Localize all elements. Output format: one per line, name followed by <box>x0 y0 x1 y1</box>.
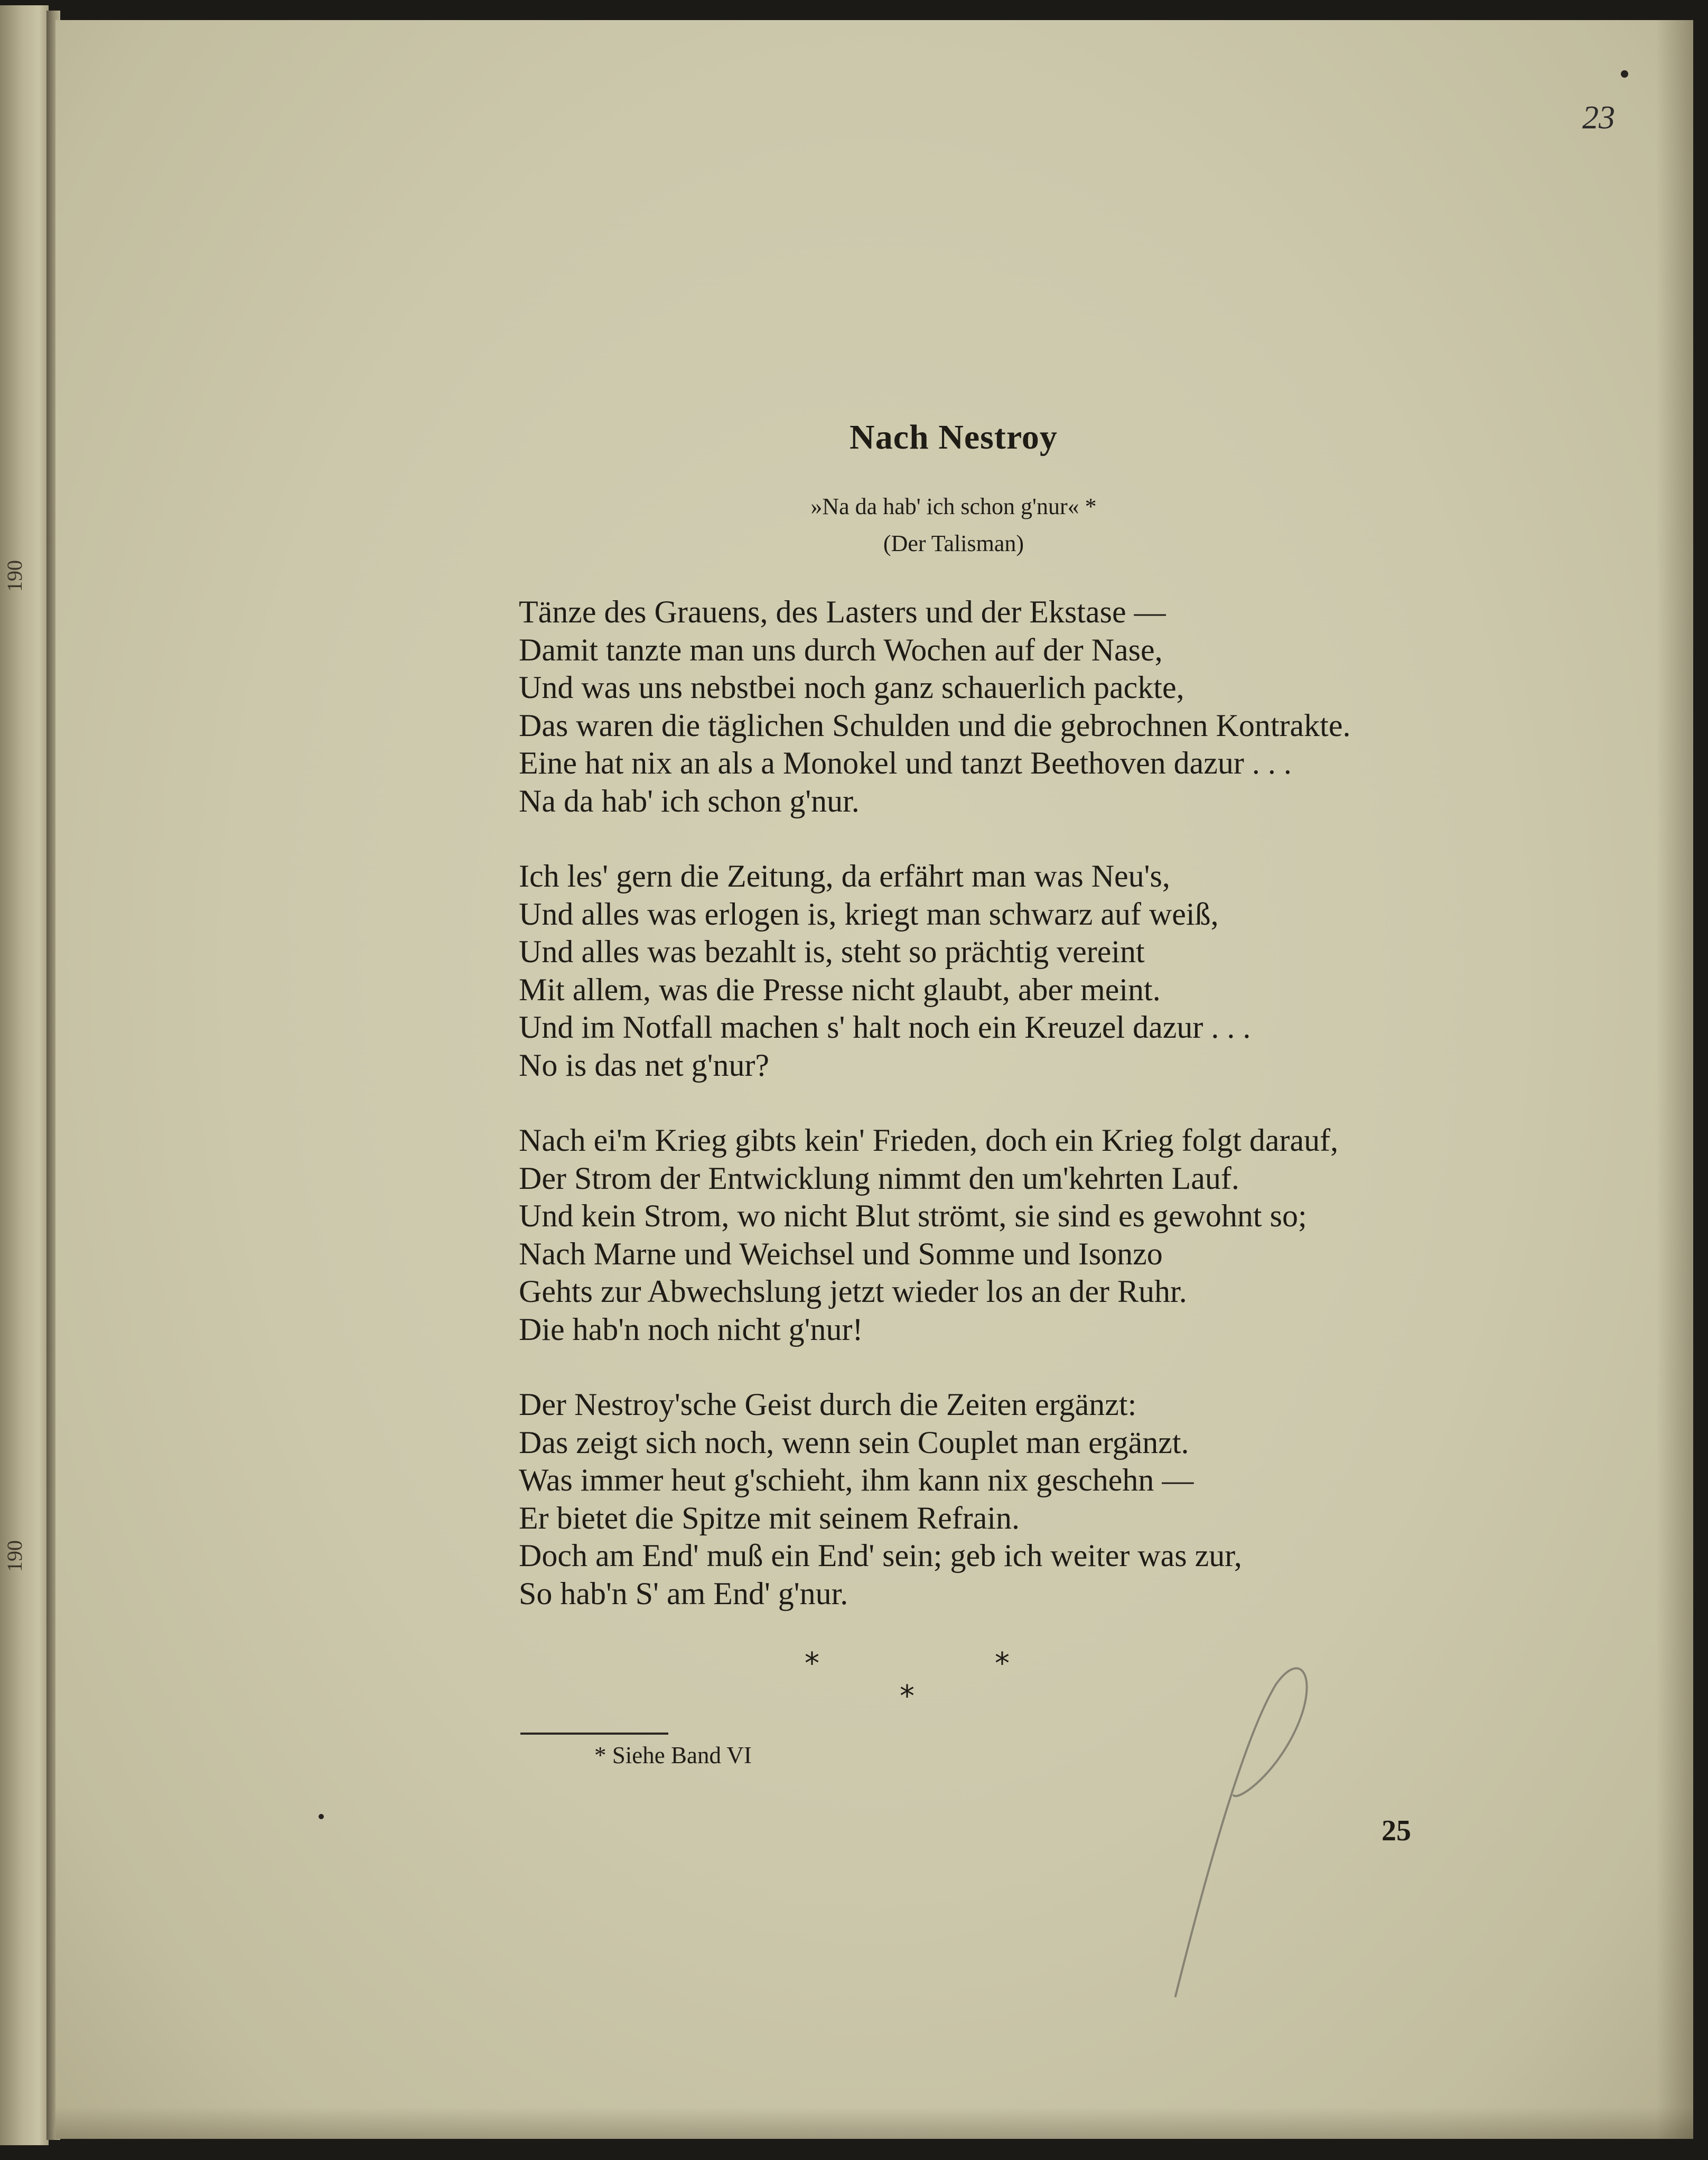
epigraph-source: (Der Talisman) <box>883 530 1024 556</box>
poem-line: Ich les' gern die Zeitung, da erfährt man was Neu's, <box>519 859 1170 893</box>
poem-line: No is das net g'nur? <box>519 1047 770 1083</box>
poem-line: Mit allem, was die Presse nicht glaubt, aber meint. <box>519 972 1161 1007</box>
poem-line: Tänze des Grauens, des Lasters und der Ekstase — <box>519 594 1166 629</box>
facing-page-mark: 190 <box>3 560 26 592</box>
book-page <box>55 20 1693 2139</box>
handwritten-folio-number: 23 <box>1582 100 1615 136</box>
poem-line: Und alles was bezahlt is, steht so prächtig vereint <box>519 934 1145 969</box>
poem-line: Eine hat nix an als a Monokel und tanzt Beethoven dazur . . . <box>519 746 1292 780</box>
footnote: * Siehe Band VI <box>594 1742 752 1768</box>
poem-line: Und kein Strom, wo nicht Blut strömt, sie sind es gewohnt so; <box>519 1198 1307 1233</box>
facing-page-edge <box>0 5 49 2145</box>
poem-line: Er bietet die Spitze mit seinem Refrain. <box>519 1500 1020 1535</box>
poem-line: Das zeigt sich noch, wenn sein Couplet man ergänzt. <box>519 1425 1189 1460</box>
poem-line: Nach ei'm Krieg gibts kein' Frieden, doch ein Krieg folgt darauf, <box>519 1123 1339 1158</box>
asterism-star: * <box>995 1646 1010 1681</box>
poem-line: Doch am End' muß ein End' sein; geb ich weiter was zur, <box>519 1538 1242 1573</box>
poem-line: Und alles was erlogen is, kriegt man schwarz auf weiß, <box>519 896 1219 932</box>
facing-page-mark: 190 <box>3 1540 26 1572</box>
epigraph-quote: »Na da hab' ich schon g'nur« * <box>810 494 1097 519</box>
poem-line: Nach Marne und Weichsel und Somme und Isonzo <box>519 1236 1163 1271</box>
poem-line: Gehts zur Abwechslung jetzt wieder los an der Ruhr. <box>519 1274 1187 1309</box>
poem-line: Was immer heut g'schieht, ihm kann nix geschehn — <box>519 1463 1194 1497</box>
page-number: 25 <box>1382 1814 1411 1847</box>
poem-line: Und was uns nebstbei noch ganz schauerlich packte, <box>519 670 1184 705</box>
asterism-star: * <box>805 1646 819 1681</box>
asterism-star: * <box>900 1679 914 1714</box>
poem-line: Na da hab' ich schon g'nur. <box>519 783 860 818</box>
poem-line: Der Strom der Entwicklung nimmt den um'kehrten Lauf. <box>519 1160 1239 1196</box>
poem-line: Das waren die täglichen Schulden und die gebrochnen Kontrakte. <box>519 707 1351 743</box>
poem-line: Damit tanzte man uns durch Wochen auf der Nase, <box>519 632 1163 667</box>
poem-line: Und im Notfall machen s' halt noch ein Kreuzel dazur . . . <box>519 1010 1251 1045</box>
poem-line: So hab'n S' am End' g'nur. <box>519 1576 848 1611</box>
poem-line: Der Nestroy'sche Geist durch die Zeiten ergänzt: <box>519 1387 1137 1422</box>
poem-line: Die hab'n noch nicht g'nur! <box>519 1311 863 1347</box>
poem-title: Nach Nestroy <box>850 418 1058 457</box>
pencil-mark <box>55 20 1693 2139</box>
